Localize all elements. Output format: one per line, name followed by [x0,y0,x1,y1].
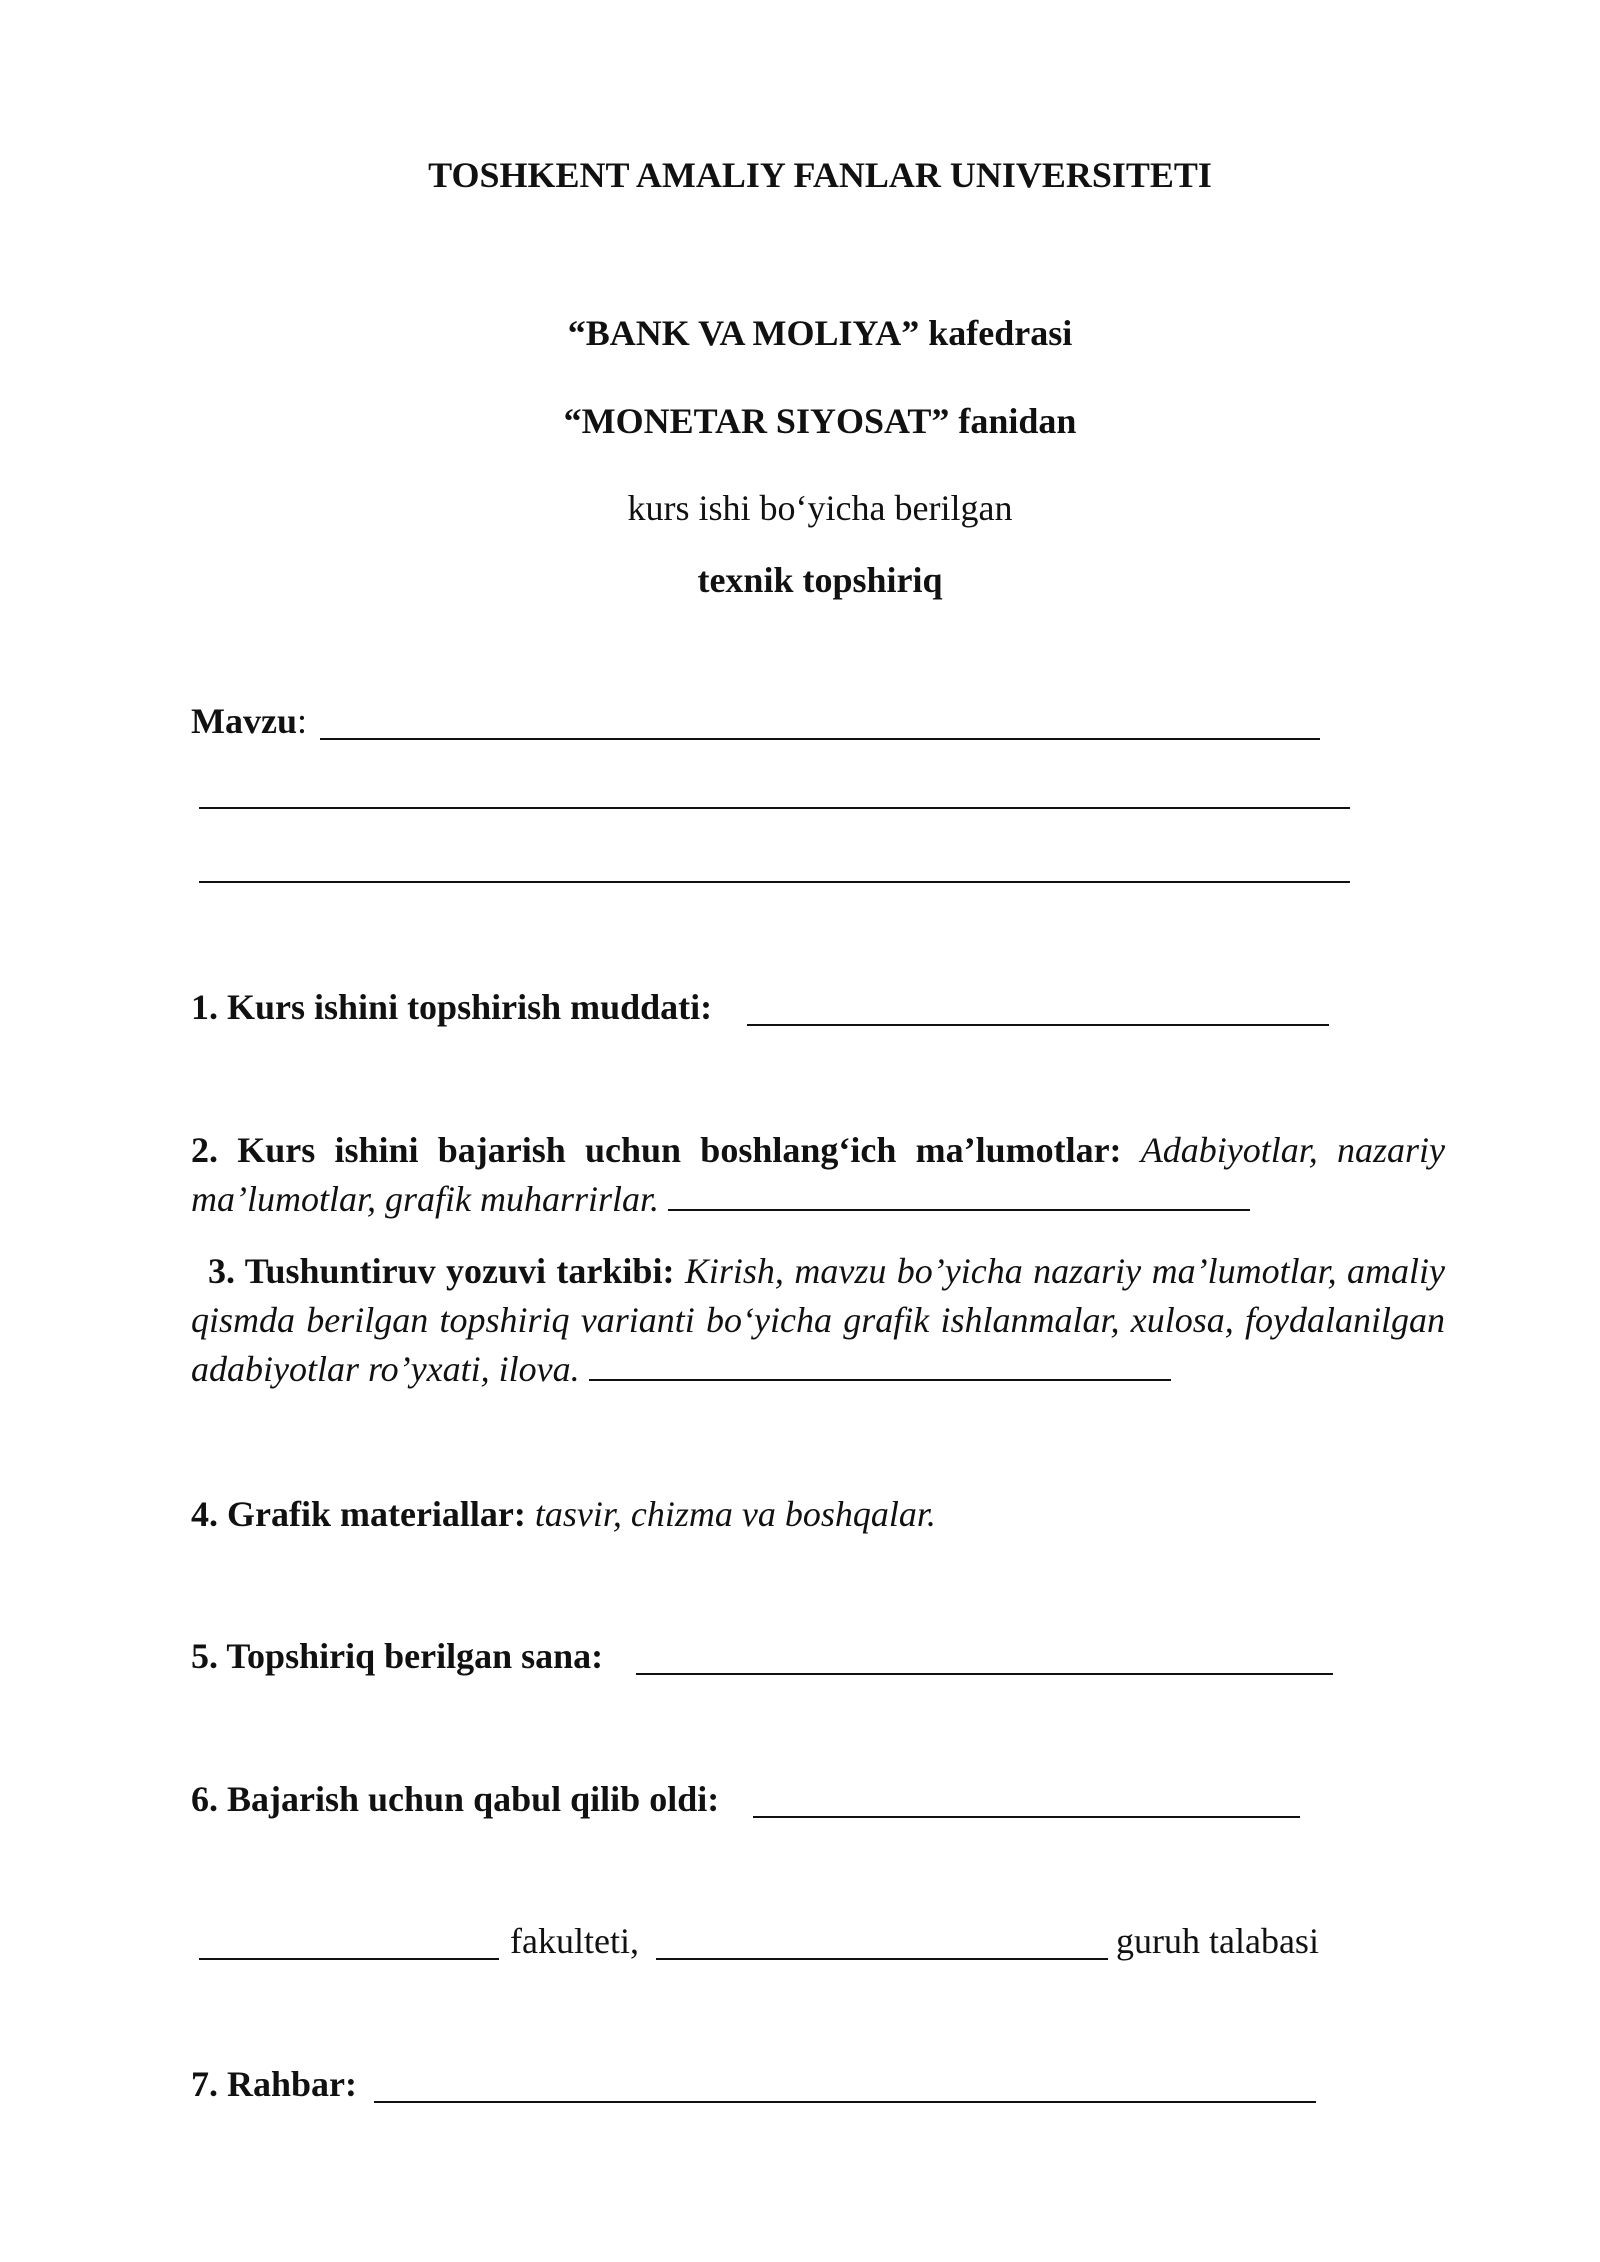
issue-date-field-line[interactable] [636,1647,1333,1675]
explanatory-note-label: 3. Tushuntiruv yozuvi tarkibi: [208,1251,675,1291]
graphic-materials-text: tasvir, chizma va boshqalar. [534,1494,936,1534]
group-text: guruh talabasi [1116,1921,1319,1961]
department-title: “BANK VA MOLIYA” kafedrasi [567,313,1073,353]
supervisor-field-line[interactable] [374,2075,1316,2103]
topic-row [191,697,307,745]
topic-field-line-1[interactable] [320,712,1320,740]
initial-data-text: Adabiyotlar, nazariy ma’lumotlar, grafik muharrirlar. [191,1130,1446,1219]
topic-label: Mavzu [191,701,297,741]
deadline-label: 1. Kurs ishini topshirish muddati: [191,987,713,1027]
topic-colon: : [296,701,307,741]
issue-date-label: 5. Topshiriq berilgan sana: [191,1636,604,1676]
accepted-by-label: 6. Bajarish uchun qabul qilib oldi: [191,1779,720,1819]
deadline-field-line[interactable] [747,998,1329,1026]
document-title: texnik topshiriq [697,560,943,600]
subtitle: kurs ishi bo‘yicha berilgan [627,488,1013,528]
university-title: TOSHKENT AMALIY FANLAR UNIVERSITETI [428,155,1212,195]
group-field-line[interactable] [656,1932,1108,1960]
accepted-by-field-line[interactable] [753,1790,1300,1818]
subject-title: “MONETAR SIYOSAT” fanidan [563,401,1077,441]
graphic-materials-label: 4. Grafik materiallar: [191,1494,526,1534]
topic-field-line-2[interactable] [199,781,1350,809]
explanatory-note-text: Kirish, mavzu bo’yicha nazariy ma’lumotlar, amaliy qismda berilgan topshiriq varianti bo‘yicha grafik ishlanmalar, xulosa, foydalanilgan adabiyotlar ro’yxati, ilova. [191,1251,1446,1389]
initial-data-paragraph [191,1126,1445,1224]
faculty-field-line[interactable] [199,1932,499,1960]
initial-data-field-line[interactable] [668,1179,1250,1211]
supervisor-label: 7. Rahbar: [191,2064,358,2104]
initial-data-label: 2. Kurs ishini bajarish uchun boshlang‘ich ma’lumotlar: [191,1130,1122,1170]
graphic-materials-row [191,1490,936,1538]
explanatory-note-paragraph [191,1247,1445,1394]
faculty-text: fakulteti, [510,1921,639,1961]
explanatory-note-field-line[interactable] [589,1349,1171,1381]
topic-field-line-3[interactable] [199,855,1350,883]
